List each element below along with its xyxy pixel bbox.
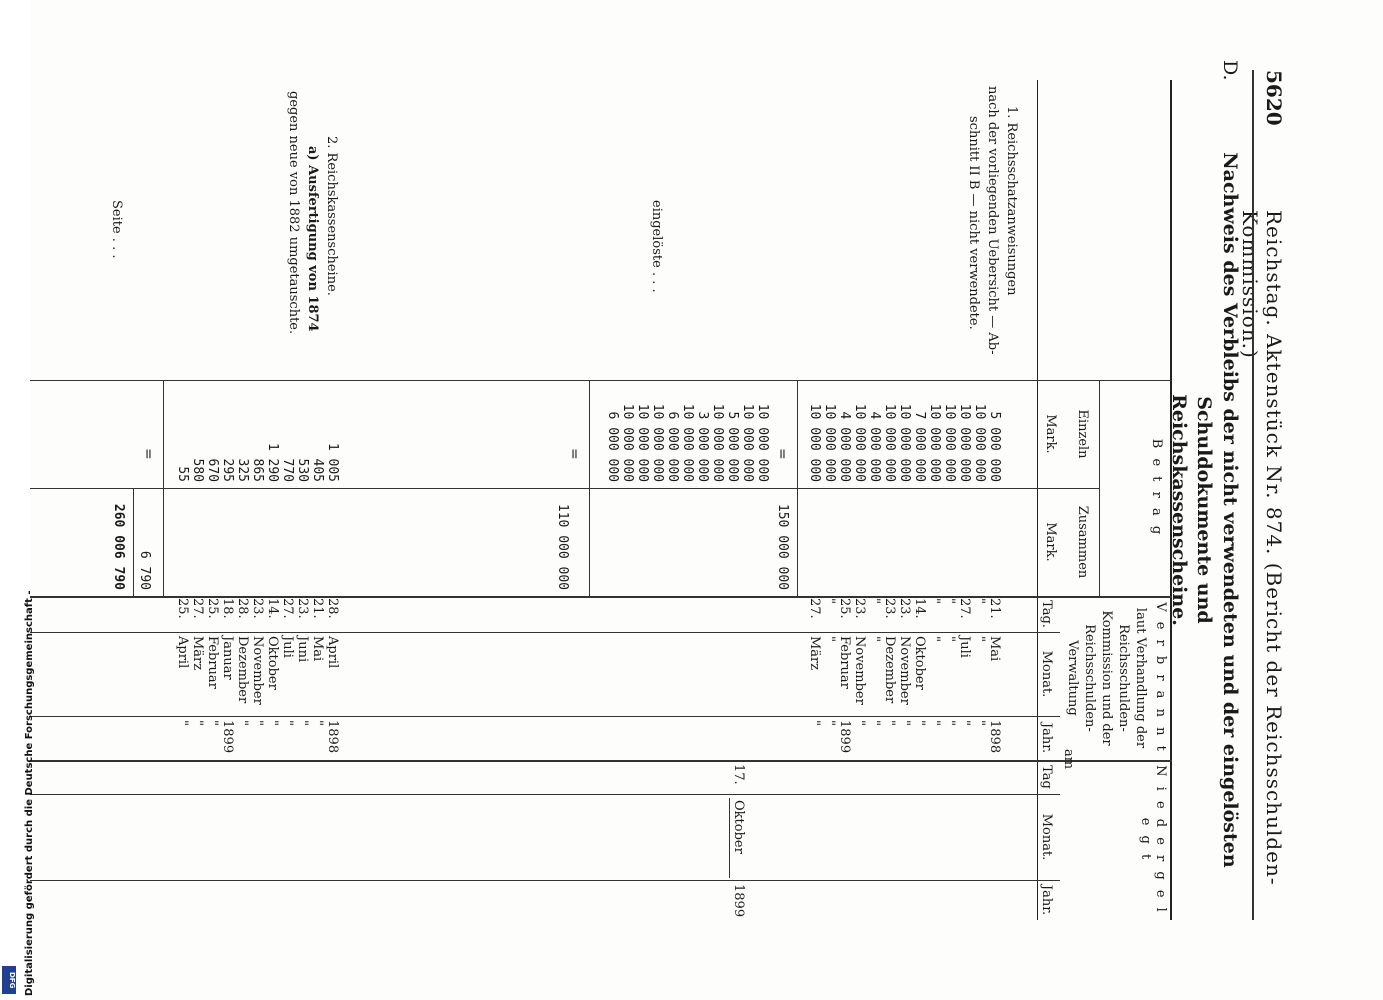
header-rule <box>1252 70 1254 920</box>
niedergelegt-tag: 17. <box>731 764 746 785</box>
amount-cell: 295 <box>220 458 235 482</box>
month-cell: Mai <box>987 636 1002 662</box>
amount-cell: 670 <box>205 458 220 482</box>
month-cell: Juni <box>295 636 310 663</box>
tag2-header: Tag <box>1039 765 1054 789</box>
month-cell: Dezember <box>882 636 897 704</box>
day-cell: 27. <box>190 598 205 619</box>
month-cell: April <box>175 636 190 669</box>
col-divider-tag2 <box>0 794 1060 795</box>
monat2-header: Monat. <box>1039 813 1054 861</box>
year-cell: " <box>882 720 897 726</box>
verbrannt-description: laut Verhandlung der Reichsschulden-Kommission und der Reichsschulden-Verwaltung <box>1065 607 1148 749</box>
day-cell: " <box>972 598 987 604</box>
section-1-desc-2: schnitt II B — nicht verwendete. <box>966 116 982 330</box>
betrag-subrule <box>1099 380 1100 596</box>
month-cell: März <box>807 636 822 671</box>
year-cell: " <box>250 720 265 726</box>
year-cell: " <box>295 720 310 726</box>
table-top-rule <box>1170 80 1172 920</box>
month-cell: November <box>852 636 867 705</box>
running-header <box>1238 70 1286 910</box>
day-cell: 27. <box>807 598 822 619</box>
day-cell: 25. <box>837 598 852 619</box>
amount-cell: 580 <box>190 458 205 482</box>
amount-cell: 530 <box>295 458 310 482</box>
group1-total: 150 000 000 <box>775 503 790 590</box>
amount-cell: 3 000 000 <box>695 411 710 482</box>
group2-einzeln <box>605 382 770 482</box>
day-cell: " <box>942 598 957 604</box>
group3-einzeln <box>175 382 340 482</box>
year-cell: " <box>957 720 972 726</box>
amount-cell: 325 <box>235 458 250 482</box>
year-cell: " <box>280 720 295 726</box>
group3-subtotal-rule <box>163 380 164 596</box>
section-2-desc: gegen neue von 1882 umgetauschte. <box>286 91 302 335</box>
einzeln-header: Einzeln <box>1075 409 1090 459</box>
section-2-label <box>283 86 340 376</box>
group1-jahr <box>807 720 1002 758</box>
amount-cell: 10 000 000 <box>972 403 987 482</box>
amount-cell: 405 <box>310 458 325 482</box>
col-divider-label <box>2 380 1172 381</box>
amount-cell: 6 000 000 <box>605 411 620 482</box>
running-head: Reichstag. Aktenstück Nr. 874. (Bericht der Reichsschulden-Kommission.) <box>1238 210 1286 886</box>
col-divider-monat <box>0 716 1060 717</box>
niedergelegt-jahr: 1899 <box>731 884 746 918</box>
day-cell: 14. <box>265 598 280 619</box>
year-cell: " <box>972 720 987 726</box>
section-1-desc-1: nach der vorliegenden Uebersicht — Ab- <box>985 86 1001 355</box>
equals-mark: = <box>140 448 156 460</box>
month-cell: Dezember <box>235 636 250 704</box>
day-cell: 27. <box>957 598 972 619</box>
document-title <box>1165 60 1242 900</box>
month-cell: " <box>867 636 882 642</box>
day-cell: 23. <box>897 598 912 619</box>
group1-einzeln <box>807 382 1002 482</box>
group3-monat <box>175 636 340 714</box>
seite-label: Seite . . . <box>109 200 124 259</box>
month-cell: November <box>897 636 912 705</box>
amount-cell: 10 000 000 <box>635 403 650 482</box>
col-divider-verbrannt <box>2 760 1172 762</box>
amount-cell: 10 000 000 <box>942 403 957 482</box>
year-cell: " <box>822 720 837 726</box>
year-cell: " <box>942 720 957 726</box>
section-2-subtitle: a) Ausfertigung von 1874 <box>305 146 321 332</box>
betrag-header: B e t r a g <box>1149 438 1164 538</box>
group1-tag <box>807 598 1002 630</box>
amount-cell: 10 000 000 <box>755 403 770 482</box>
col-divider-tag <box>0 632 1060 633</box>
month-cell: Juli <box>957 636 972 658</box>
amount-cell: 1 005 <box>325 442 340 482</box>
year-cell: " <box>310 720 325 726</box>
amount-cell: 5 000 000 <box>987 411 1002 482</box>
month-cell: Mai <box>310 636 325 662</box>
year-cell: " <box>175 720 190 726</box>
amount-cell: 10 000 000 <box>897 403 912 482</box>
amount-cell: 10 000 000 <box>807 403 822 482</box>
year-cell: 1898 <box>325 720 340 754</box>
amount-cell: 10 000 000 <box>740 403 755 482</box>
year-cell: 1899 <box>837 720 852 754</box>
amount-cell: 10 000 000 <box>957 403 972 482</box>
seite-total: 260 006 790 <box>111 503 126 590</box>
group3-tag <box>175 598 340 630</box>
day-cell: 23. <box>882 598 897 619</box>
section-1-label <box>963 86 1020 376</box>
day-cell: 21. <box>310 598 325 619</box>
amount-cell: 10 000 000 <box>882 403 897 482</box>
section-2-title: 2. Reichskassenscheine. <box>324 136 339 296</box>
month-cell: März <box>190 636 205 671</box>
month-cell: November <box>250 636 265 705</box>
year-cell: " <box>897 720 912 726</box>
amount-cell: 4 000 000 <box>867 411 882 482</box>
day-cell: 23. <box>852 598 867 619</box>
day-cell: 27. <box>280 598 295 619</box>
amount-cell: 10 000 000 <box>650 403 665 482</box>
year-cell: 1899 <box>220 720 235 754</box>
day-cell: 23. <box>295 598 310 619</box>
day-cell: 21. <box>987 598 1002 619</box>
year-cell: " <box>190 720 205 726</box>
month-cell: " <box>942 636 957 642</box>
amount-cell: 10 000 000 <box>927 403 942 482</box>
section-1-title: 1. Reichsschatzanweisungen <box>1004 106 1019 296</box>
page-number: 5620 <box>1262 70 1286 126</box>
year-cell: " <box>205 720 220 726</box>
year-cell: " <box>912 720 927 726</box>
seite-sum-rule <box>133 488 134 596</box>
year-cell: " <box>807 720 822 726</box>
month-cell: April <box>325 636 340 669</box>
eingeloeste-label: eingelöste . . . <box>649 200 664 293</box>
day-cell: " <box>822 598 837 604</box>
group3-total: 6 790 <box>137 550 152 590</box>
year-cell: " <box>852 720 867 726</box>
amount-cell: 4 000 000 <box>837 411 852 482</box>
col-divider-einzeln <box>0 488 1100 489</box>
niedergelegt-monat: Oktober <box>731 800 746 854</box>
amount-cell: 7 000 000 <box>912 411 927 482</box>
month-cell: Januar <box>220 636 235 680</box>
amount-cell: 10 000 000 <box>620 403 635 482</box>
amount-cell: 5 000 000 <box>725 411 740 482</box>
jahr-header: Jahr. <box>1039 722 1054 754</box>
day-cell: 25. <box>205 598 220 619</box>
monat-header: Monat. <box>1039 650 1054 698</box>
section-letter: D. <box>1219 60 1241 81</box>
funding-note: Digitalisierung gefördert durch die Deutsche Forschungsgemeinschaft - <box>24 590 35 996</box>
amount-cell: 6 000 000 <box>665 411 680 482</box>
group2-subtotal-rule <box>589 380 590 596</box>
day-cell: 28. <box>235 598 250 619</box>
amount-cell: 865 <box>250 458 265 482</box>
day-cell: 14. <box>912 598 927 619</box>
tag-header: Tag. <box>1039 600 1054 628</box>
month-cell: " <box>927 636 942 642</box>
year-cell: " <box>235 720 250 726</box>
amount-cell: 55 <box>175 466 190 482</box>
day-cell: " <box>867 598 882 604</box>
mark-header-1: Mark. <box>1043 414 1058 454</box>
year-cell: " <box>867 720 882 726</box>
amount-cell: 770 <box>280 458 295 482</box>
day-cell: 25. <box>175 598 190 619</box>
verbrannt-header: V e r b r a n n t <box>1153 602 1168 754</box>
group2-total: 110 000 000 <box>555 503 570 590</box>
equals-mark: = <box>774 448 790 460</box>
mark-header-2: Mark. <box>1043 522 1058 562</box>
year-cell: 1898 <box>987 720 1002 754</box>
group1-monat <box>807 636 1002 714</box>
zusammen-header: Zusammen <box>1075 505 1090 579</box>
month-cell: Februar <box>837 636 852 689</box>
equals-mark: = <box>566 448 582 460</box>
niedergelegt-bracket <box>729 798 730 878</box>
niedergelegt-header: N i e d e r g e l e g t <box>1138 765 1168 915</box>
amount-cell: 10 000 000 <box>710 403 725 482</box>
day-cell: 28. <box>325 598 340 619</box>
month-cell: Februar <box>205 636 220 689</box>
day-cell: 23. <box>250 598 265 619</box>
day-cell: 18. <box>220 598 235 619</box>
title-line-2: Reichskassenscheine. <box>1167 394 1190 626</box>
amount-cell: 10 000 000 <box>680 403 695 482</box>
dfg-logo: DFG <box>2 966 16 994</box>
amount-cell: 10 000 000 <box>852 403 867 482</box>
jahr2-header: Jahr. <box>1039 884 1054 916</box>
month-cell: Juli <box>280 636 295 658</box>
month-cell: Oktober <box>912 636 927 690</box>
amount-cell: 1 290 <box>265 442 280 482</box>
amount-cell: 10 000 000 <box>822 403 837 482</box>
day-cell: " <box>927 598 942 604</box>
group1-subtotal-rule <box>797 380 798 596</box>
title-line-1: Nachweis des Verbleibs der nicht verwendeten und der eingelösten Schuldokumente und <box>1193 152 1241 868</box>
col-divider-monat2 <box>0 880 1060 881</box>
digitization-footer <box>0 0 35 1000</box>
am-label: am <box>1061 748 1076 770</box>
year-cell: " <box>265 720 280 726</box>
year-cell: " <box>927 720 942 726</box>
month-cell: Oktober <box>265 636 280 690</box>
month-cell: " <box>972 636 987 642</box>
month-cell: " <box>822 636 837 642</box>
group3-jahr <box>175 720 340 758</box>
